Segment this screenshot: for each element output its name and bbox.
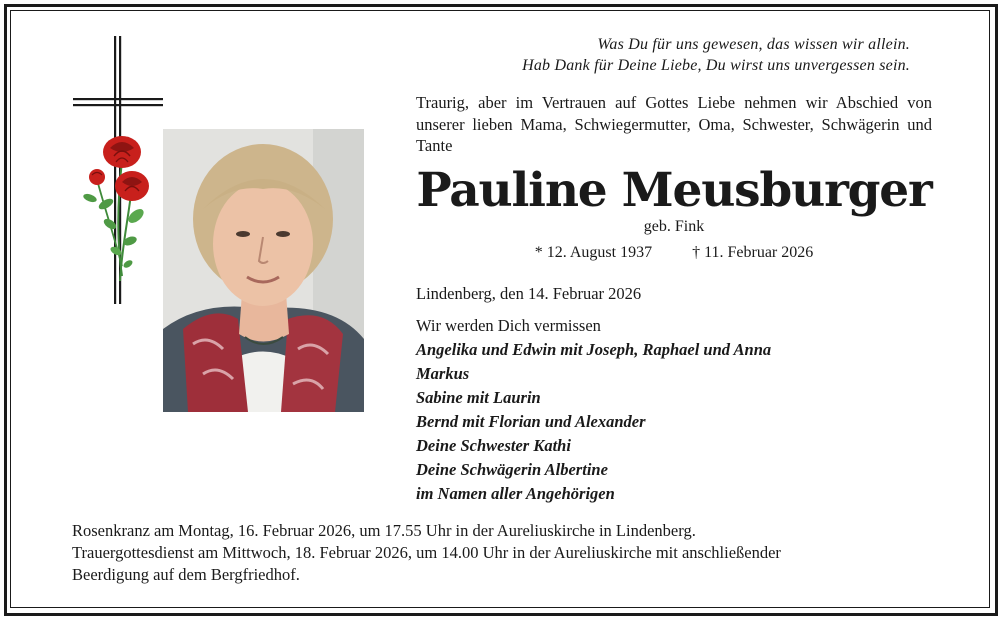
birth-date: 12. August 1937 (546, 244, 653, 261)
death-symbol: † (692, 244, 701, 261)
rosary-info: Rosenkranz am Montag, 16. Februar 2026, um 17.55 Uhr in der Aureliuskirche in Lindenberg. (72, 521, 696, 540)
mourner-name: Deine Schwägerin Albertine (416, 460, 608, 479)
mourners-lead: Wir werden Dich vermissen (416, 316, 601, 335)
funeral-service-info: Trauergottesdienst am Mittwoch, 18. Februar 2026, um 14.00 Uhr in der Aureliuskirche mit anschließender (72, 543, 781, 562)
mourner-name: Bernd mit Florian und Alexander (416, 412, 646, 431)
mourner-name: Angelika und Edwin mit Joseph, Raphael und Anna (416, 340, 772, 359)
service-info (72, 520, 952, 586)
death-date: 11. Februar 2026 (704, 244, 814, 261)
deceased-name: Pauline Meusburger (416, 163, 932, 218)
intro-text: Traurig, aber im Vertrauen auf Gottes Liebe nehmen wir Abschied von unserer lieben Mama, Schwiegermutter, Oma, Schwester, Schwägerin und Tante (416, 93, 932, 155)
cross-with-roses-icon (70, 36, 170, 308)
motto-line-2: Hab Dank für Deine Liebe, Du wirst uns unvergessen sein. (522, 57, 910, 74)
portrait-photo (163, 129, 364, 412)
maiden-name: geb. Fink (643, 218, 705, 235)
mourner-name: Markus (416, 364, 470, 383)
mourner-name: Sabine mit Laurin (416, 388, 541, 407)
motto (522, 34, 910, 76)
mourner-name: Deine Schwester Kathi (416, 436, 571, 455)
life-dates (416, 244, 932, 262)
motto-line-1: Was Du für uns gewesen, das wissen wir allein. (597, 36, 910, 53)
birth-symbol: * (534, 244, 543, 261)
mourners-block (416, 314, 916, 506)
place-date: Lindenberg, den 14. Februar 2026 (416, 284, 642, 303)
mourner-name: im Namen aller Angehörigen (416, 484, 615, 503)
burial-info: Beerdigung auf dem Bergfriedhof. (72, 565, 300, 584)
